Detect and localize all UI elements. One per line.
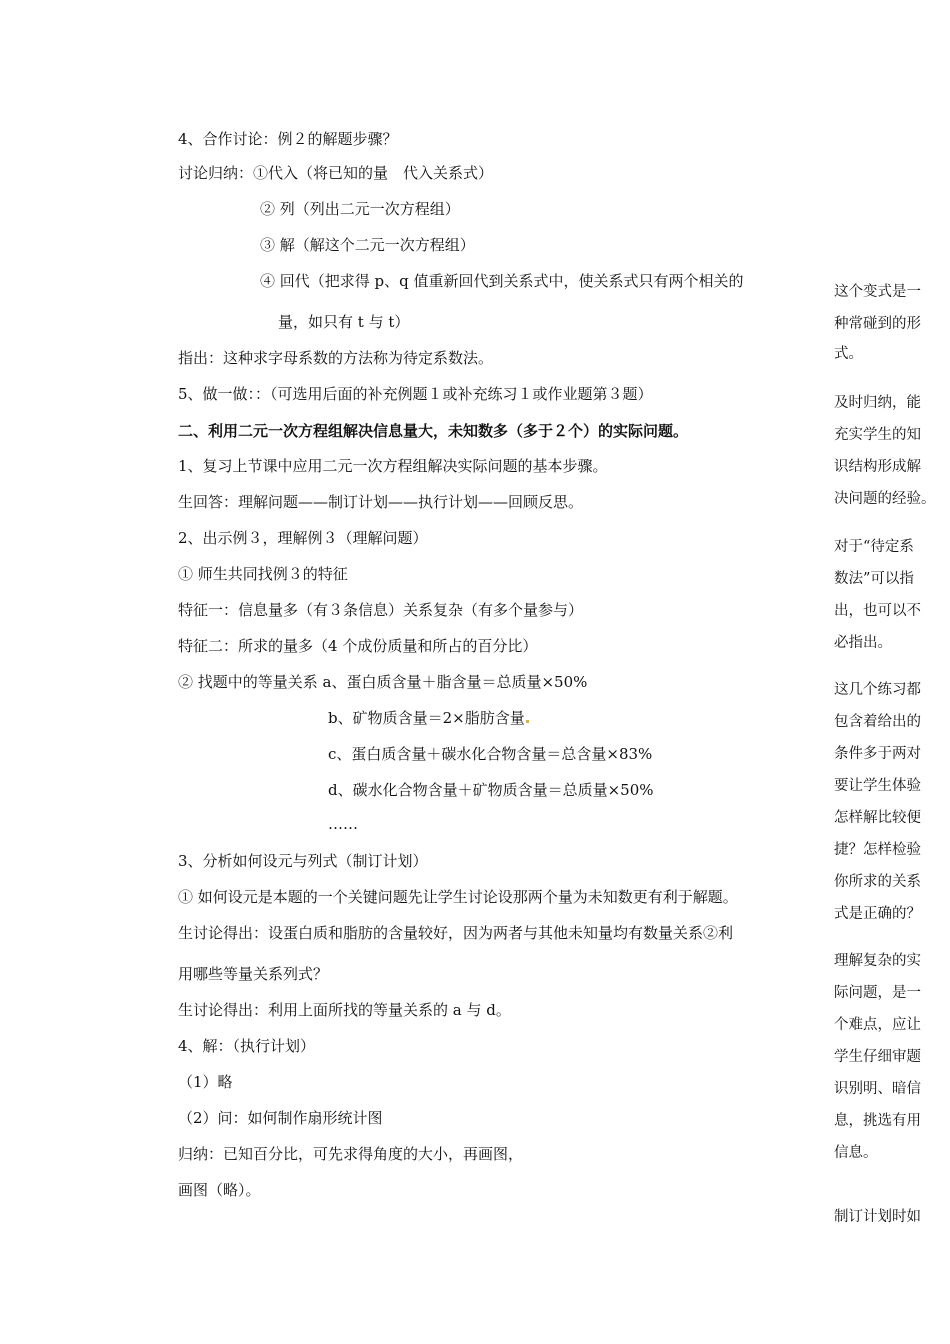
feature-one: 特征一：信息量多（有３条信息）关系复杂（有多个量参与）: [178, 601, 584, 619]
feature-two: 特征二：所求的量多（4 个成份质量和所占的百分比）: [178, 637, 538, 655]
margin-note: 制订计划时如: [834, 1209, 921, 1225]
margin-note: 充实学生的知: [834, 427, 921, 443]
example-3-intro: 2、出示例３，理解例３（理解问题）: [178, 529, 428, 547]
margin-note: 条件多于两对: [834, 746, 921, 762]
section-two-heading: 二、利用二元一次方程组解决信息量大，未知数多（多于２个）的实际问题。: [178, 422, 689, 440]
solve-part-2: （2）问：如何制作扇形统计图: [178, 1109, 383, 1127]
margin-note: 个难点，应让: [834, 1017, 921, 1033]
solve-part-1: （1）略: [178, 1073, 233, 1091]
margin-note: 怎样解比较便: [834, 810, 921, 826]
margin-note: 式。: [834, 346, 863, 362]
margin-note: 对于“待定系: [834, 539, 914, 555]
relation-d: d、碳水化合物含量＋矿物质含量＝总质量×50%: [328, 781, 654, 799]
review-steps: 1、复习上节课中应用二元一次方程组解决实际问题的基本步骤。: [178, 457, 608, 475]
relation-a: ② 找题中的等量关系 a、蛋白质含量＋脂含量＝总质量×50%: [178, 673, 588, 691]
find-features: ① 师生共同找例３的特征: [178, 565, 348, 583]
margin-note: 识别明、暗信: [834, 1081, 921, 1097]
margin-note: 识结构形成解: [834, 459, 921, 475]
margin-note: 出，也可以不: [834, 603, 921, 619]
discussion-result: 生讨论得出：设蛋白质和脂肪的含量较好，因为两者与其他未知量均有数量关系②利: [178, 924, 734, 942]
margin-note: 包含着给出的: [834, 714, 921, 730]
margin-note: 及时归纳，能: [834, 395, 921, 411]
pie-chart-summary: 归纳：已知百分比，可先求得角度的大小，再画图，: [178, 1145, 524, 1163]
summary-list: ② 列（列出二元一次方程组）: [260, 200, 460, 218]
margin-note: 捷？怎样检验: [834, 842, 921, 858]
relation-c: c、蛋白质含量＋碳水化合物含量＝总含量×83%: [328, 745, 653, 763]
step-3-plan: 3、分析如何设元与列式（制订计划）: [178, 852, 428, 870]
margin-note: 必指出。: [834, 635, 892, 651]
margin-note: 数法”可以指: [834, 571, 914, 587]
summary-back-substitute: ④ 回代（把求得 p、q 值重新回代到关系式中，使关系式只有两个相关的: [260, 272, 744, 290]
margin-note: 息，挑选有用: [834, 1113, 921, 1129]
margin-note: 信息。: [834, 1145, 878, 1161]
margin-note: 决问题的经验。: [834, 491, 936, 507]
student-answer: 生回答：理解问题——制订计划——执行计划——回顾反思。: [178, 493, 584, 511]
margin-note: 际问题，是一: [834, 985, 921, 1001]
margin-note: 式是正确的？: [834, 906, 921, 922]
step-5-try: 5、做一做：：（可选用后面的补充例题１或补充练习１或作业题第３题）: [178, 385, 653, 403]
margin-note: 种常碰到的形: [834, 316, 921, 332]
relation-b: b、矿物质含量＝2×脂肪含量: [328, 707, 529, 729]
step-4-solve: 4、解：（执行计划）: [178, 1037, 316, 1055]
discussion-result-cont: 用哪些等量关系列式？: [178, 965, 329, 983]
variable-choice: ① 如何设元是本题的一个关键问题先让学生讨论设那两个量为未知数更有利于解题。: [178, 888, 738, 906]
undetermined-coefficient-note: 指出：这种求字母系数的方法称为待定系数法。: [178, 349, 494, 367]
annotation-mark: [526, 720, 529, 723]
margin-note: 这个变式是一: [834, 284, 921, 300]
summary-solve: ③ 解（解这个二元一次方程组）: [260, 236, 475, 254]
margin-note: 理解复杂的实: [834, 953, 921, 969]
margin-note: 这几个练习都: [834, 682, 921, 698]
margin-note: 要让学生体验: [834, 778, 921, 794]
summary-back-substitute-cont: 量，如只有 t 与 t）: [278, 313, 410, 331]
step-4-discussion: 4、合作讨论：例２的解题步骤？: [178, 130, 398, 148]
ellipsis: ……: [328, 815, 358, 833]
margin-note: 学生仔细审题: [834, 1049, 921, 1065]
margin-note: 你所求的关系: [834, 874, 921, 890]
draw-omitted: 画图（略）。: [178, 1181, 261, 1199]
discussion-result-2: 生讨论得出：利用上面所找的等量关系的 a 与 d。: [178, 1001, 511, 1019]
summary-substitute: 讨论归纳：①代入（将已知的量 代入关系式）: [178, 164, 494, 182]
